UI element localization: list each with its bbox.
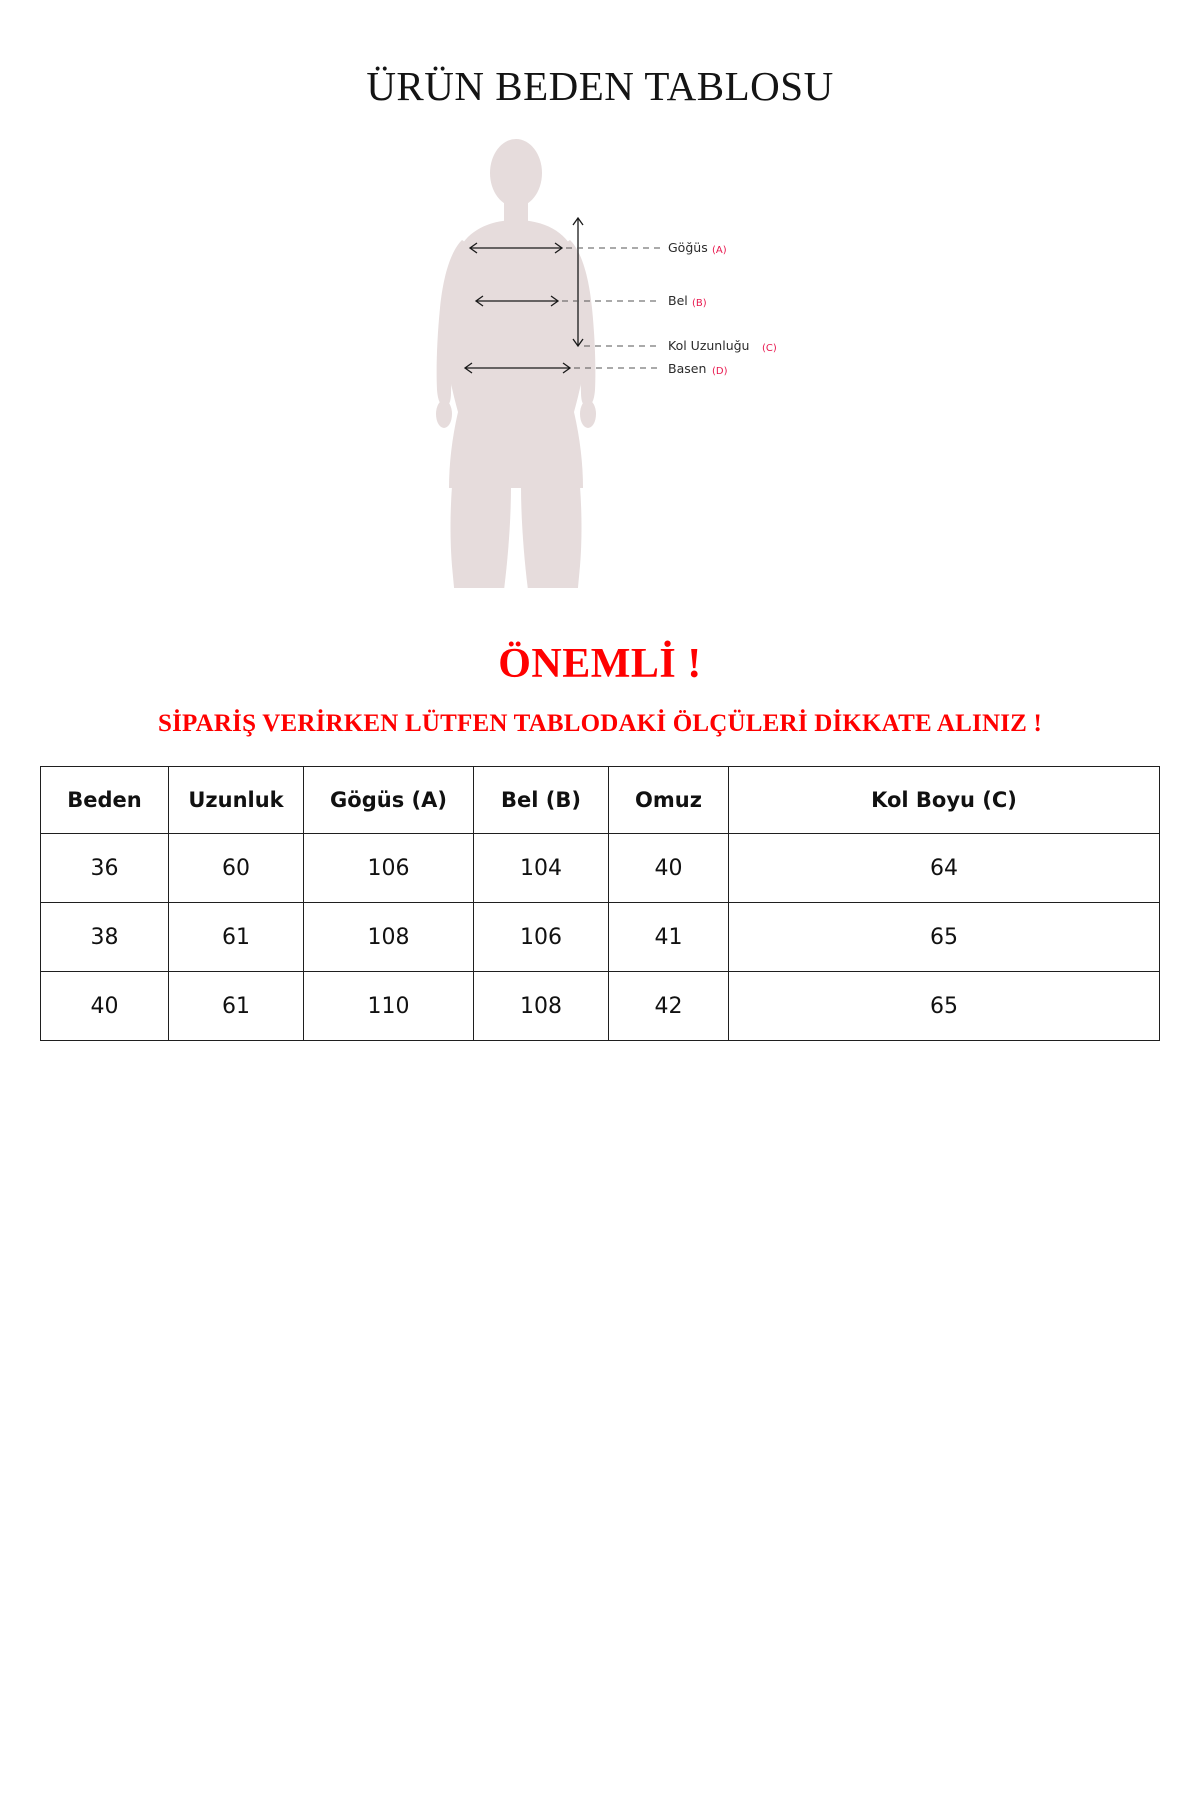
figure-labels [668,240,777,377]
cell-uzunluk: 61 [169,903,304,972]
cell-omuz: 41 [609,903,729,972]
cell-kol-boyu: 64 [729,834,1160,903]
cell-bel: 108 [474,972,609,1041]
label-sleeve-code: (C) [762,343,777,354]
measurement-figure [0,128,1200,588]
page-title: ÜRÜN BEDEN TABLOSU [366,63,834,109]
size-table [40,766,1160,1041]
label-hip-code: (D) [712,366,728,377]
column-header-bel: Bel (B) [474,767,609,834]
column-header-uzunluk: Uzunluk [169,767,304,834]
column-header-kol-boyu: Kol Boyu (C) [729,767,1160,834]
table-header-row [41,767,1160,834]
table-row [41,972,1160,1041]
label-bust-text: Göğüs [668,240,708,255]
label-waist-code: (B) [692,298,707,309]
label-sleeve-text: Kol Uzunluğu [668,338,750,353]
cell-gogus: 108 [304,903,474,972]
label-hip-text: Basen [668,361,707,376]
column-header-gogus: Gögüs (A) [304,767,474,834]
cell-uzunluk: 60 [169,834,304,903]
cell-gogus: 106 [304,834,474,903]
label-bust-code: (A) [712,245,727,256]
important-notice-heading: ÖNEMLİ ! [498,641,702,687]
cell-beden: 38 [41,903,169,972]
cell-kol-boyu: 65 [729,903,1160,972]
table-row [41,834,1160,903]
cell-omuz: 42 [609,972,729,1041]
label-waist-text: Bel [668,293,688,308]
column-header-omuz: Omuz [609,767,729,834]
table-row [41,903,1160,972]
cell-beden: 36 [41,834,169,903]
female-silhouette-icon [436,139,596,588]
cell-bel: 106 [474,903,609,972]
cell-omuz: 40 [609,834,729,903]
cell-kol-boyu: 65 [729,972,1160,1041]
cell-gogus: 110 [304,972,474,1041]
cell-uzunluk: 61 [169,972,304,1041]
body-figure-svg [0,128,1200,588]
important-notice-text: SİPARİŞ VERİRKEN LÜTFEN TABLODAKİ ÖLÇÜLERİ DİKKATE ALINIZ ! [158,710,1042,737]
cell-beden: 40 [41,972,169,1041]
size-table-wrapper [40,766,1160,1041]
column-header-beden: Beden [41,767,169,834]
cell-bel: 104 [474,834,609,903]
